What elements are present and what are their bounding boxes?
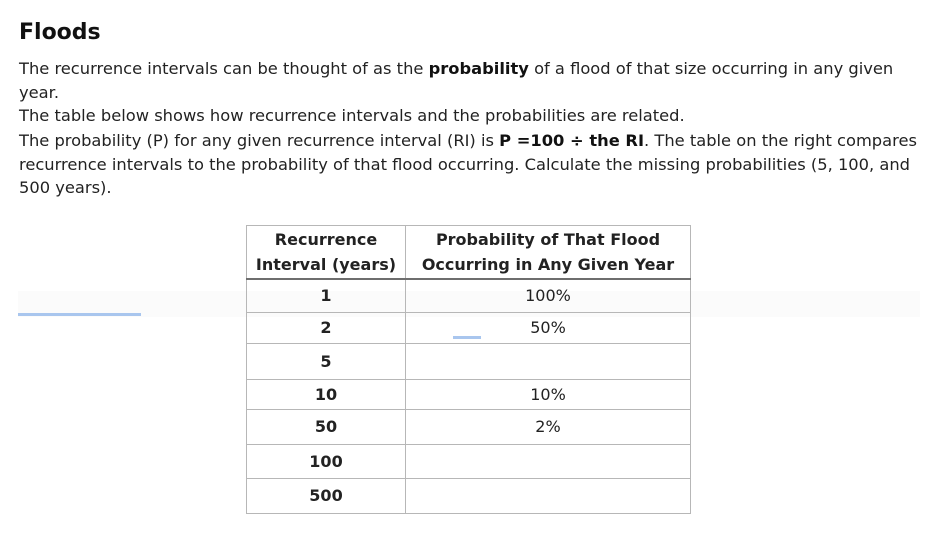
probability-input-cell[interactable] bbox=[406, 444, 691, 478]
ri-cell: 1 bbox=[247, 279, 406, 312]
intro-text-1: The recurrence intervals can be thought of as the bbox=[19, 59, 429, 78]
instructions-text-1: The probability (P) for any given recurrence interval (RI) is bbox=[19, 131, 500, 150]
table-header-row bbox=[247, 226, 691, 280]
recurrence-table bbox=[246, 225, 691, 514]
table-row bbox=[247, 312, 691, 343]
header-recurrence-interval bbox=[247, 226, 406, 280]
ri-cell: 100 bbox=[247, 444, 406, 478]
table-row bbox=[247, 478, 691, 513]
probability-input-cell[interactable] bbox=[406, 343, 691, 379]
table-row bbox=[247, 343, 691, 379]
table-row bbox=[247, 279, 691, 312]
intro-paragraph bbox=[19, 57, 919, 128]
intro-bold: probability bbox=[428, 59, 529, 78]
formula-bold: P =100 ÷ the RI bbox=[499, 131, 645, 150]
instructions-paragraph bbox=[19, 129, 919, 200]
probability-cell: 2% bbox=[406, 409, 691, 444]
header-prob-line2: Occurring in Any Given Year bbox=[421, 255, 675, 274]
ri-cell: 2 bbox=[247, 312, 406, 343]
blue-underline-mark bbox=[18, 313, 141, 316]
probability-cell: 50% bbox=[406, 312, 691, 343]
table-row bbox=[247, 379, 691, 409]
header-ri-line1: Recurrence bbox=[274, 230, 378, 249]
header-probability bbox=[406, 226, 691, 280]
probability-cell: 100% bbox=[406, 279, 691, 312]
table-row bbox=[247, 409, 691, 444]
header-prob-line1: Probability of That Flood bbox=[435, 230, 661, 249]
probability-cell: 10% bbox=[406, 379, 691, 409]
instructions-text-2: . The table on the right compares recurrence intervals to the probability of that flood occurring. Calculate the missing probabilities (5, 100, and 500 years). bbox=[19, 131, 917, 197]
ri-cell: 10 bbox=[247, 379, 406, 409]
table-row bbox=[247, 444, 691, 478]
intro-text-2: of a flood of that size occurring in any given year. The table below shows how recurrence intervals and the probabilities are related. bbox=[19, 59, 894, 125]
page-title: Floods bbox=[19, 20, 101, 45]
header-ri-line2: Interval (years) bbox=[255, 255, 397, 274]
ri-cell: 5 bbox=[247, 343, 406, 379]
ri-cell: 500 bbox=[247, 478, 406, 513]
probability-input-cell[interactable] bbox=[406, 478, 691, 513]
ri-cell: 50 bbox=[247, 409, 406, 444]
